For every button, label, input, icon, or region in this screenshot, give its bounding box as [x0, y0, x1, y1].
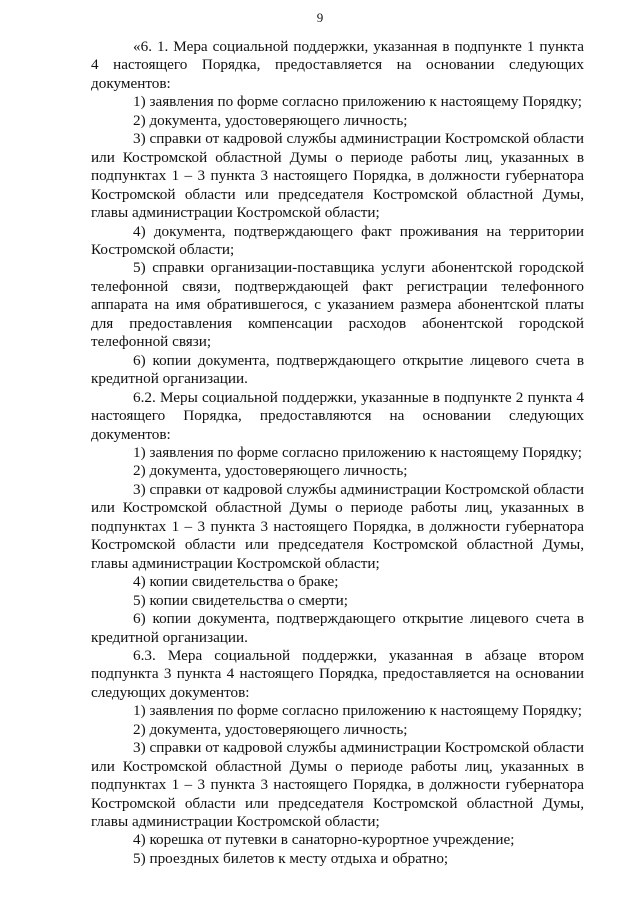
section-6-1-item-5: 5) справки организации-поставщика услуги абонентской городской телефонной связи, подтверждающей факт регистрации телефонного аппарата на имя обратившегося, с указанием размера абонентской платы для предоставления компенсации расходов абонентской городской телефонной связи;: [91, 259, 584, 351]
section-6-3-item-5: 5) проездных билетов к месту отдыха и обратно;: [133, 849, 449, 867]
section-6-1-item-3: 3) справки от кадровой службы администрации Костромской области или Костромской областной Думы о периоде работы лиц, указанных в подпунктах 1 – 3 пункта 3 настоящего Порядка, в должности губернатора Костромской области или председателя Костромской областной Думы, главы администрации Костромской области;: [91, 130, 584, 222]
section-6-2-item-1: 1) заявления по форме согласно приложению к настоящему Порядку;: [133, 443, 583, 461]
section-6-1-item-6: 6) копии документа, подтверждающего открытие лицевого счета в кредитной организации.: [91, 351, 584, 388]
section-6-2-item-4: 4) копии свидетельства о браке;: [133, 573, 339, 591]
section-6-1-item-4: 4) документа, подтверждающего факт проживания на территории Костромской области;: [91, 222, 584, 258]
document-body: [91, 38, 584, 868]
section-6-1-item-1: 1) заявления по форме согласно приложению к настоящему Порядку;: [133, 93, 583, 111]
section-6-1-item-2: 2) документа, удостоверяющего личность;: [133, 111, 408, 129]
section-6-2-item-5: 5) копии свидетельства о смерти;: [133, 591, 348, 609]
section-6-3-item-1: 1) заявления по форме согласно приложению к настоящему Порядку;: [133, 702, 583, 720]
section-6-3-item-4: 4) корешка от путевки в санаторно-курортное учреждение;: [133, 831, 515, 849]
section-6-2-item-3: 3) справки от кадровой службы администрации Костромской области или Костромской областной Думы о периоде работы лиц, указанных в подпунктах 1 – 3 пункта 3 настоящего Порядка, в должности губернатора Костромской области или председателя Костромской областной Думы, главы администрации Костромской области;: [91, 480, 584, 572]
page-number: 9: [316, 10, 324, 25]
section-6-3-intro: 6.3. Мера социальной поддержки, указанная в абзаце втором подпункта 3 пункта 4 настоящего Порядка, предоставляется на основании следующих документов:: [91, 646, 584, 701]
section-6-1-intro: «6. 1. Мера социальной поддержки, указанная в подпункте 1 пункта 4 настоящего Порядка, предоставляется на основании следующих документов:: [91, 38, 584, 92]
section-6-2-item-6: 6) копии документа, подтверждающего открытие лицевого счета в кредитной организации.: [91, 610, 584, 646]
section-6-2-intro: 6.2. Меры социальной поддержки, указанные в подпункте 2 пункта 4 настоящего Порядка, предоставляются на основании следующих документов:: [91, 388, 584, 443]
section-6-3-item-2: 2) документа, удостоверяющего личность;: [133, 720, 408, 738]
section-6-2-item-2: 2) документа, удостоверяющего личность;: [133, 462, 408, 480]
section-6-3-item-3: 3) справки от кадровой службы администрации Костромской области или Костромской областной Думы о периоде работы лиц, указанных в подпунктах 1 – 3 пункта 3 настоящего Порядка, в должности губернатора Костромской области или председателя Костромской областной Думы, главы администрации Костромской области;: [91, 739, 584, 831]
